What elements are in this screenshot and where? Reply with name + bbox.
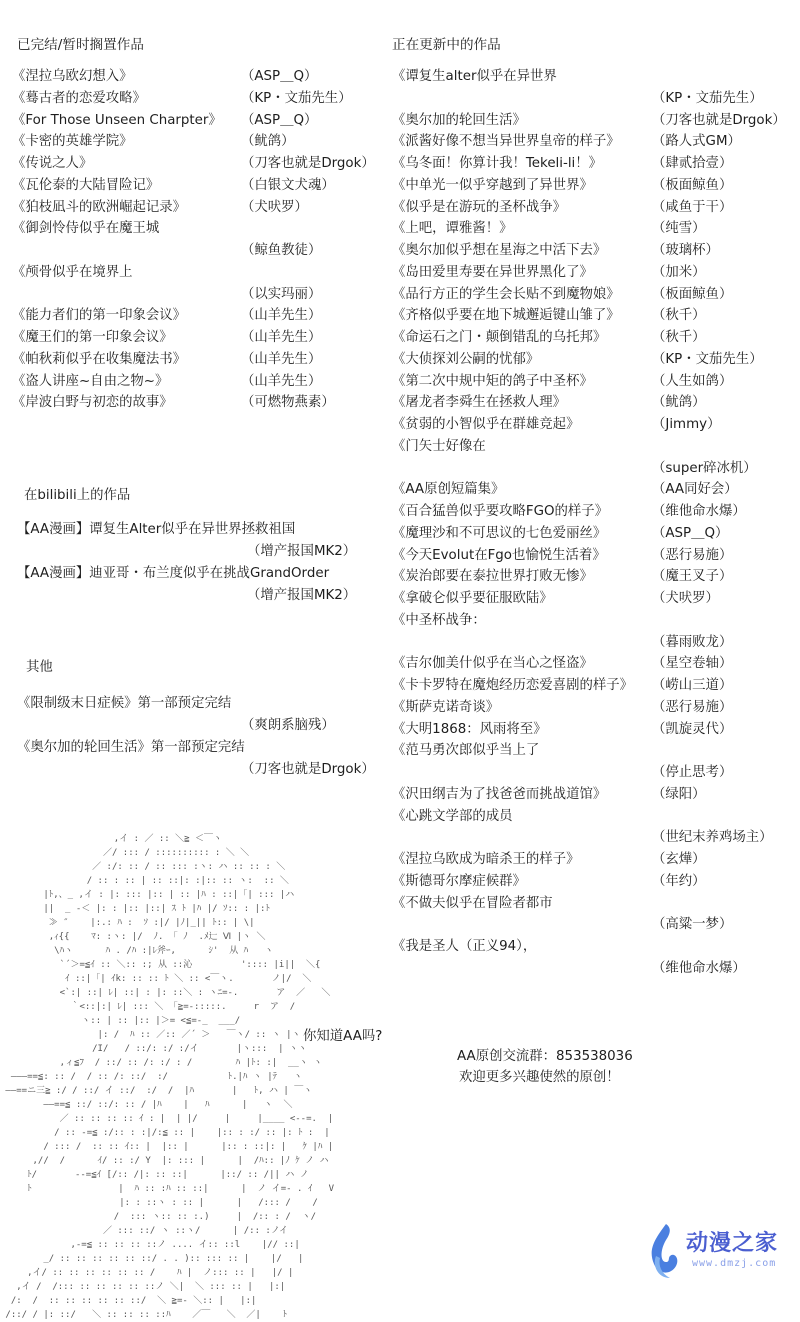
completed-work-title: 《狛枝凪斗的欧洲崛起记录》 — [12, 199, 187, 215]
ongoing-work-author: （鱿鸽） — [652, 395, 706, 411]
completed-work-author: （鲸鱼教徒） — [241, 243, 322, 258]
bilibili-work-title: 【AA漫画】谭复生Alter似乎在异世界拯救祖国 — [17, 522, 296, 537]
ongoing-work-title: 《大明1868：风雨将至》 — [392, 721, 547, 737]
completed-work-author: （以实玛丽） — [241, 286, 322, 302]
completed-work-author: （山羊先生） — [241, 308, 322, 324]
ongoing-work-author: （KP・文茄先生） — [652, 90, 763, 106]
ongoing-work-author: （高粱一梦） — [652, 917, 733, 933]
completed-work-title: 《涅拉乌欧幻想入》 — [12, 69, 133, 84]
completed-work-title: 《瓦伦泰的大陆冒险记》 — [12, 177, 160, 193]
other-work-title: 《奥尔加的轮回生活》第一部预定完结 — [17, 740, 245, 755]
completed-work-title: 《传说之人》 — [12, 156, 93, 171]
ongoing-work-title: 《范马勇次郎似乎当上了 — [392, 743, 540, 759]
ongoing-work-title: 《贫弱的小智似乎在群雄竞起》 — [392, 417, 580, 432]
ongoing-work-title: 《齐格似乎要在地下城邂逅键山雏了》 — [392, 308, 620, 324]
ongoing-work-author: （秋千） — [652, 330, 706, 345]
ongoing-work-title: 《沢田纲吉为了找爸爸而挑战道馆》 — [392, 786, 607, 802]
completed-work-author: （鱿鸽） — [241, 134, 295, 150]
left-heading: 已完结/暂时搁置作品 — [17, 37, 144, 53]
ongoing-work-title: 《中单光一似乎穿越到了异世界》 — [392, 177, 593, 193]
completed-work-title: 《颅骨似乎在境界上 — [12, 264, 133, 280]
ongoing-work-title: 《吉尔伽美什似乎在当心之怪盗》 — [392, 656, 593, 672]
ongoing-work-title: 《不做夫似乎在冒险者都市 — [392, 895, 553, 911]
ongoing-work-author: （犬吠罗） — [652, 591, 719, 606]
completed-work-author: （山羊先生） — [241, 330, 322, 345]
ongoing-work-author: （板面鲸鱼） — [652, 286, 733, 302]
ongoing-work-author: （加米） — [652, 264, 706, 280]
ongoing-work-author: （停止思考） — [652, 765, 733, 780]
ongoing-work-author: （绿阳） — [652, 786, 706, 802]
welcome-line: 欢迎更多兴趣使然的原创！ — [459, 1070, 620, 1085]
ongoing-work-title: 《品行方正的学生会长贴不到魔物娘》 — [392, 286, 620, 302]
bilibili-work-author: （增产报国MK2） — [247, 544, 357, 559]
completed-work-title: 《能力者们的第一印象会议》 — [12, 308, 187, 324]
ongoing-work-title: 《谭复生alter似乎在异世界 — [392, 69, 557, 84]
ongoing-work-title: 《似乎是在游玩的圣杯战争》 — [392, 199, 567, 215]
completed-work-author: （ASP＿Q） — [241, 69, 318, 84]
bilibili-work-title: 【AA漫画】迪亚哥・布兰度似乎在挑战GrandOrder — [17, 566, 330, 581]
ongoing-work-author: （咸鱼于干） — [652, 199, 733, 215]
ongoing-work-title: 《炭治郎要在泰拉世界打败无惨》 — [392, 569, 593, 585]
others-heading: 其他 — [26, 660, 53, 675]
completed-work-author: （ASP＿Q） — [241, 112, 318, 128]
ongoing-work-title: 《岛田爱里寿要在异世界黑化了》 — [392, 264, 593, 280]
ongoing-work-author: （Jimmy） — [652, 417, 721, 432]
ongoing-work-author: （AA同好会） — [652, 482, 738, 498]
ongoing-work-title: 《今天Evolut在Fgo也愉悦生活着》 — [392, 547, 606, 563]
ongoing-work-author: （ASP＿Q） — [652, 525, 729, 541]
ongoing-work-author: （暮雨败龙） — [652, 634, 733, 650]
completed-work-title: 《岸波白野与初恋的故事》 — [12, 395, 173, 411]
ongoing-work-title: 《命运石之门・颠倒错乱的乌托邦》 — [392, 330, 607, 345]
ongoing-work-title: 《奥尔加似乎想在星海之中活下去》 — [392, 243, 607, 258]
other-work-author: （刀客也就是Drgok） — [241, 762, 375, 777]
ascii-art-figure: ,イ : ／ :: ＼≧ ＜￣ヽ ／/ ::: / :::::::::: : ＼ ＼ ／ :/: :: / :: ::: :ヽ: ハ :: :: : ＼ / :: : :: | :: ::|: :|:: :: ヽ: :: ＼ |ﾄ,、_ ,イ : |: ::: |:: | :: |ﾊ : ::|「| ::: |ハ || _ -＜ |: : |:: |::| ｽ ﾄ |ﾊ |/ ｿ:: : |:ﾄ ≫ ″ |:.: ﾊ : ｿ :|/ |ﾉ|_|| ﾄ:: | \| ,ｨ{{ ﾏ: :ヽ: |/ ﾉ. 「 ﾉ .ﾒ辷 Ⅵ |ヽ ＼ \ﾊヽ ﾊ . /ﾊ :|ﾚ斧ｰ, ｼ' 从 ﾊ ヽ `´＞=≦ｲ :: ＼:: :; 从 ::沁 ':::: |i|| ＼{ ｲ ::|「| ｲk: :: :: ﾄ ＼ :: <￣ヽ. ノ|/ ＼ <`:| ::| ﾚ| ::| : |: ::＼ : ヽﾆ=-. ア ／ ＼ ｀<::|:| ﾚ| ::: ＼ 「≧=-:::::. r ア / ヽ:: | :: |:: |＞= <≦=-_ ___/ |: / ﾊ :: ／:: ／´ ＞ ￣ヽ/ :: ヽ |ヽ /I/ / ::/: :/ :/イ |ヽ::: | ヽヽ ,ィ≦ﾌ / ::/ :: /: :/ : / ﾊ |ﾄ: :| __ヽ ヽ ―――==≦: :: / / :: /: ::/ :/ ﾄ.|ﾊ ヽ |ﾃ ヽ ――==ニ三≧ :/ / ::/ イ ::/ :/ / |ﾊ | ﾄ, ハ | ￣ヽ ――==≦ ::/ ::/: :: / |ﾊ | ﾊ | ヽ ＼ ／ :: :: :: :: ｲ : | | |/ | |____ <--=. | / :: -=≦ :/:: : :|/:≦ :: | |:: : :/ :: |: ﾄ : | / ::: / :: :: ｲ:: | |:: | |:: : ::|: | ｹ |ﾊ | ,// / ｲ/ :: :/ Y |: ::: | | /ﾊ:: |ﾉ ｹ ノ ハ ﾄ/ --=≦ｲ [/:: /|: :: ::| |::/ :: /|| ハ ノ ﾄ | ﾊ :: :ﾊ :: ::| | ノ イ=- . ｲ V |: : ::ヽ : :: | | /::: / / / ::: ヽ:: :: :.) | /:: : / ヽ/ ／ ::: ::/ ヽ ::ヽ/ | /:: :ノイ ,-=≦ :: :: :: ::ノ .... イ:: ::l |// ::| _/ :: :: :: :: :: ::/ . . ):: ::: :: | |/ | ,イ/ :: :: :: :: :: :: / ﾊ | ノ::: :: | |/ | ,イ / /::: :: :: :: :: ::ノ ＼| ＼ ::: :: | |:| /: / :: :: :: :: :: ::/ ＼ ≧=- ＼:: | |:| /::/ / |: ::/ ＼ :: :: :: ::ﾊ ／￣ ＼ ／| ﾄ — [5, 834, 335, 1320]
watermark-site-url: www.dmzj.com — [692, 1258, 777, 1269]
watermark-site-name: 动漫之家 — [686, 1231, 779, 1256]
ongoing-work-author: （玄燁） — [652, 852, 706, 867]
flame-logo-icon — [644, 1222, 684, 1282]
ongoing-work-author: （玻璃杯） — [652, 243, 719, 258]
ongoing-work-author: （人生如鸽） — [652, 373, 733, 389]
ongoing-work-author: （刀客也就是Drgok） — [652, 112, 786, 128]
completed-work-title: 《盗人讲座~自由之物~》 — [12, 373, 169, 389]
ongoing-work-author: （凯旋灵代） — [652, 721, 733, 737]
completed-work-author: （刀客也就是Drgok） — [241, 156, 375, 171]
ongoing-work-title: 《心跳文学部的成员 — [392, 808, 513, 824]
ongoing-work-title: 《百合猛兽似乎要攻略FGO的样子》 — [392, 504, 609, 519]
ongoing-work-author: （维他命水爆） — [652, 960, 746, 976]
ongoing-work-author: （秋千） — [652, 308, 706, 324]
ongoing-work-title: 《我是圣人（正义94）， — [392, 939, 537, 954]
completed-work-author: （可燃物燕素） — [241, 395, 335, 411]
ongoing-work-title: 《斯德哥尔摩症候群》 — [392, 873, 526, 889]
ongoing-work-title: 《门矢士好像在 — [392, 438, 486, 454]
bilibili-work-author: （增产报国MK2） — [247, 588, 357, 603]
ongoing-work-title: 《拿破仑似乎要征服欧陆》 — [392, 591, 553, 606]
ongoing-work-title: 《大侦探刘公嗣的忧郁》 — [392, 351, 540, 367]
bilibili-heading: 在bilibili上的作品 — [24, 488, 131, 503]
aa-question-text: 你知道AA吗? — [303, 1029, 383, 1044]
right-heading: 正在更新中的作品 — [392, 37, 501, 53]
watermark — [640, 1218, 800, 1288]
other-work-title: 《限制级末日症候》第一部预定完结 — [17, 696, 232, 711]
completed-work-author: （山羊先生） — [241, 373, 322, 389]
ongoing-work-title: 《乌冬面！你算计我！Tekeli-li！》 — [392, 156, 603, 171]
completed-work-title: 《For Those Unseen Charpter》 — [12, 112, 222, 128]
ongoing-work-author: （崂山三道） — [652, 678, 733, 693]
completed-work-title: 《帕秋莉似乎在收集魔法书》 — [12, 351, 187, 367]
completed-work-title: 《蓦古者的恋爱攻略》 — [12, 90, 146, 106]
ongoing-work-author: （纯雪） — [652, 221, 706, 237]
completed-work-title: 《御剑怜侍似乎在魔王城 — [12, 221, 160, 237]
completed-work-title: 《卡密的英雄学院》 — [12, 134, 133, 150]
completed-work-title: 《魔王们的第一印象会议》 — [12, 330, 173, 345]
ongoing-work-title: 《派酱好像不想当异世界皇帝的样子》 — [392, 134, 620, 150]
ongoing-work-title: 《卡卡罗特在魔炮经历恋爱喜剧的样子》 — [392, 678, 634, 693]
ongoing-work-author: （维他命水爆） — [652, 504, 746, 519]
ongoing-work-author: （世纪末养鸡场主） — [652, 830, 773, 846]
completed-work-author: （犬吠罗） — [241, 199, 308, 215]
ongoing-work-author: （路人式GM） — [652, 134, 741, 150]
ongoing-work-author: （KP・文茄先生） — [652, 351, 763, 367]
ongoing-work-title: 《斯萨克诺奇谈》 — [392, 699, 500, 715]
ongoing-work-author: （恶行易施） — [652, 699, 733, 715]
completed-work-author: （白银文犬魂） — [241, 177, 335, 193]
ongoing-work-author: （年约） — [652, 873, 706, 889]
ongoing-work-title: 《魔理沙和不可思议的七色爱丽丝》 — [392, 525, 607, 541]
ongoing-work-title: 《涅拉乌欧成为暗杀王的样子》 — [392, 852, 580, 867]
ongoing-work-author: （肆贰拾壹） — [652, 156, 733, 171]
ongoing-work-author: （板面鲸鱼） — [652, 177, 733, 193]
ongoing-work-title: 《上吧，谭雅酱！》 — [392, 221, 513, 237]
ongoing-work-title: 《AA原创短篇集》 — [392, 482, 505, 498]
ongoing-work-author: （恶行易施） — [652, 547, 733, 563]
ongoing-work-author: （星空卷轴） — [652, 656, 733, 672]
completed-work-author: （山羊先生） — [241, 351, 322, 367]
ongoing-work-author: （魔王叉子） — [652, 569, 733, 585]
completed-work-author: （KP・文茄先生） — [241, 90, 352, 106]
group-number-line: AA原创交流群：853538036 — [457, 1049, 633, 1064]
ongoing-work-title: 《第二次中规中矩的鸽子中圣杯》 — [392, 373, 593, 389]
other-work-author: （爽朗系脑残） — [241, 718, 335, 733]
ongoing-work-title: 《奥尔加的轮回生活》 — [392, 112, 526, 128]
ongoing-work-author: （super碎冰机） — [652, 460, 757, 476]
ongoing-work-title: 《屠龙者李舜生在拯救人理》 — [392, 395, 567, 411]
ongoing-work-title: 《中圣杯战争： — [392, 612, 486, 628]
